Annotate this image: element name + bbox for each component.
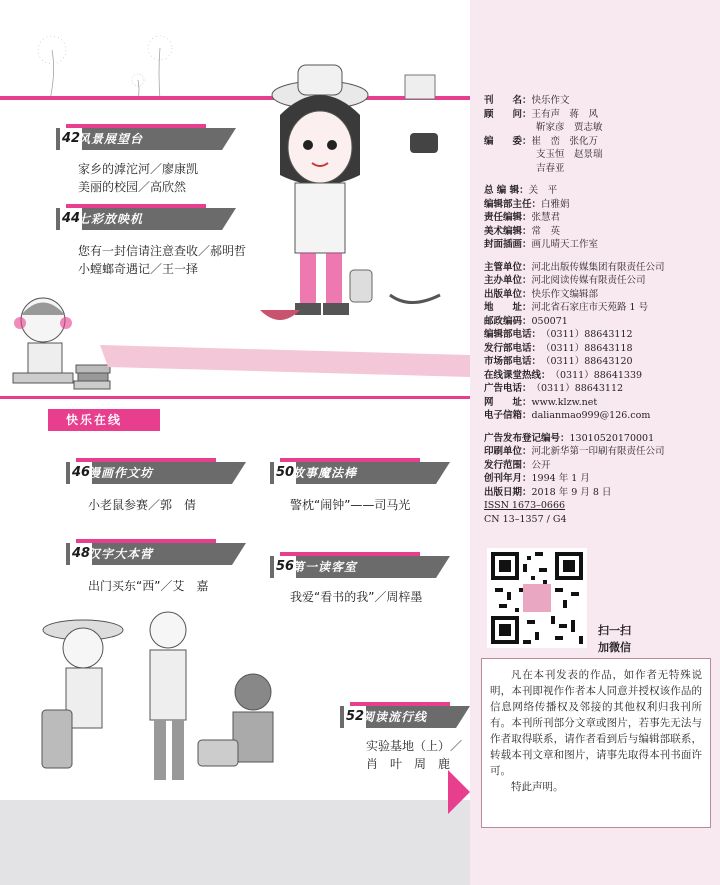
- masthead-row: [484, 121, 714, 135]
- email-link[interactable]: dalianmao999@126.com: [531, 410, 651, 421]
- section-header-48[interactable]: [66, 543, 246, 565]
- masthead-value: 张慧君: [531, 212, 561, 223]
- section-number: 42: [60, 128, 82, 150]
- wechat-qr-code[interactable]: [487, 548, 587, 648]
- masthead-row: [484, 382, 714, 396]
- masthead-row: [484, 445, 714, 459]
- masthead-label: 发行范围：: [484, 459, 532, 471]
- website-link[interactable]: www.klzw.net: [531, 396, 598, 408]
- masthead-label: 主办单位：: [484, 275, 532, 286]
- masthead-value: （0311）88643112: [531, 383, 624, 394]
- toc-entry[interactable]: 小螳螂奇遇记／王一择: [78, 262, 199, 276]
- section-title: 第一读客室: [292, 560, 358, 574]
- masthead-row: [484, 472, 714, 486]
- masthead-row: [484, 274, 714, 288]
- happy-online-rule: [0, 396, 470, 399]
- masthead-value: 快乐作文: [531, 95, 570, 106]
- pink-divider-band: [100, 345, 470, 377]
- section-number: 56: [274, 556, 296, 578]
- masthead-label: 责任编辑：: [484, 212, 532, 223]
- masthead-value: 快乐作文编辑部: [531, 288, 599, 300]
- masthead-row: [484, 342, 714, 356]
- masthead-value: 河北出版传媒集团有限责任公司: [531, 261, 665, 273]
- masthead-value: （0311）88643118: [541, 342, 633, 354]
- section-title: 七彩放映机: [78, 212, 144, 226]
- section-title: 汉字大本营: [88, 547, 154, 561]
- masthead-row: [484, 225, 714, 239]
- masthead-label: 总 编 辑：: [484, 185, 529, 196]
- masthead-value: 050071: [531, 315, 568, 327]
- masthead-row: [484, 135, 714, 149]
- section-header-44[interactable]: [56, 208, 236, 230]
- section-header-42[interactable]: [56, 128, 236, 150]
- masthead-value: 公开: [531, 459, 551, 471]
- masthead-label: 刊 名：: [484, 95, 532, 106]
- masthead-label: 地 址：: [484, 302, 532, 313]
- masthead-label: 市场部电话：: [484, 356, 542, 367]
- section-title: 故事魔法棒: [292, 466, 358, 480]
- masthead-row: [484, 162, 714, 176]
- masthead-label: 发行部电话：: [484, 342, 542, 354]
- section-header-50[interactable]: [270, 462, 450, 484]
- masthead-row: [484, 198, 714, 212]
- masthead-row: [484, 459, 714, 473]
- section-header-56[interactable]: [270, 556, 450, 578]
- masthead-value: 河北新华第一印刷有限责任公司: [531, 446, 665, 457]
- notice-closing: 特此声明。: [511, 781, 564, 793]
- masthead-row: [484, 396, 714, 410]
- qr-caption-line: 加微信: [598, 641, 631, 654]
- masthead-row: [484, 211, 714, 225]
- masthead-value: （0311）88641339: [550, 369, 643, 381]
- toc-entry[interactable]: 美丽的校园／高欣然: [78, 180, 187, 194]
- masthead-value: 1994 年 1 月: [531, 473, 590, 484]
- section-number: 44: [60, 208, 82, 230]
- masthead-row: [484, 108, 714, 122]
- masthead-value: 2018 年 9 月 8 日: [531, 486, 612, 498]
- cn-number: CN 13–1357 / G4: [484, 513, 567, 525]
- masthead-value: （0311）88643112: [541, 329, 633, 340]
- masthead-row: [484, 148, 714, 162]
- masthead-row: [484, 328, 714, 342]
- section-number: 48: [70, 543, 92, 565]
- masthead-row: [484, 94, 714, 108]
- masthead-label: 编 委：: [484, 135, 532, 147]
- masthead-value: 吉春亚: [536, 162, 565, 174]
- masthead-label: 网 址：: [484, 396, 532, 408]
- masthead-value: 支玉恒 赵景瑞: [536, 149, 603, 160]
- kids-travel-illustration: [28, 600, 298, 805]
- masthead-value: 画儿晴天工作室: [531, 239, 599, 250]
- masthead-row: [484, 301, 714, 315]
- section-title: 漫画作文坊: [88, 466, 154, 480]
- section-number: 50: [274, 462, 296, 484]
- masthead-row: [484, 432, 714, 446]
- section-number: 46: [70, 462, 92, 484]
- masthead-row: [484, 288, 714, 302]
- masthead-value: 河北省石家庄市天苑路 1 号: [531, 302, 649, 313]
- masthead-label: 电子信箱：: [484, 410, 532, 421]
- toc-entry[interactable]: 您有一封信请注意查收／郝明哲: [78, 244, 247, 258]
- section-header-46[interactable]: [66, 462, 246, 484]
- masthead-value: 崔 峦 张化万: [531, 135, 599, 147]
- masthead-label: 创刊年月：: [484, 473, 532, 484]
- masthead-value: 王有声 蒋 风: [531, 108, 599, 120]
- masthead-value: （0311）88643120: [541, 356, 633, 367]
- pink-arrow-decoration: [448, 770, 470, 820]
- toc-entry[interactable]: 警枕“闹钟”——司马光: [290, 498, 411, 512]
- masthead-value: 关 平: [528, 185, 558, 196]
- masthead-value: 常 英: [531, 225, 561, 237]
- masthead-label: 印刷单位：: [484, 446, 532, 457]
- dandelion-illustration: [10, 10, 200, 100]
- toc-entry[interactable]: 出门买东“西”／艾 嘉: [88, 579, 209, 593]
- masthead-label: 广告发布登记编号：: [484, 432, 570, 444]
- qr-caption-line: 扫一扫: [598, 624, 631, 637]
- section-title: 风景展望台: [78, 132, 144, 146]
- bottom-gray-band: [0, 800, 470, 885]
- masthead-row: [484, 486, 714, 500]
- toc-entry[interactable]: 我爱“看书的我”／周梓墨: [290, 590, 423, 604]
- masthead-value: 靳家彦 贾志敏: [536, 122, 603, 133]
- notice-text: 凡在本刊发表的作品，如作者无特殊说明，本刊即视作作者本人同意并授权该作品的信息网络传播权及邻接的其他权利归我刊所有。本刊所刊部分文章或图片，若事先无法与作者取得联系，请作者看到后与编辑部联系，转载本刊文章和图片，请事先取得本刊书面许可。: [490, 669, 702, 777]
- masthead-label: 主管单位：: [484, 261, 532, 273]
- masthead-row: [484, 369, 714, 383]
- masthead-label: 广告电话：: [484, 383, 532, 394]
- masthead-row: [484, 355, 714, 369]
- girl-explorer-illustration: [240, 55, 470, 345]
- masthead-label: 封面插画：: [484, 239, 532, 250]
- toc-entry[interactable]: 肖 叶 周 鹿: [366, 757, 451, 771]
- toc-entry[interactable]: 小老鼠参赛／郭 倩: [88, 498, 197, 512]
- section-title: 阅读流行线: [362, 710, 428, 724]
- masthead-row: [484, 238, 714, 252]
- masthead-value: 13010520170001: [569, 432, 655, 444]
- reading-girl-illustration: [8, 285, 118, 400]
- masthead-row: [484, 513, 714, 527]
- masthead-label: 美术编辑：: [484, 225, 532, 237]
- masthead-value: 白雅娟: [541, 198, 570, 210]
- toc-entry[interactable]: 家乡的滹沱河／廖康凯: [78, 162, 199, 176]
- masthead-label: 出版日期：: [484, 486, 532, 498]
- masthead-row: [484, 409, 714, 423]
- masthead-label: 编辑部主任：: [484, 198, 542, 210]
- masthead-row: [484, 261, 714, 275]
- masthead-label: 出版单位：: [484, 288, 532, 300]
- issn: ISSN 1673–0666: [484, 500, 566, 511]
- masthead-label: 在线课堂热线：: [484, 369, 551, 381]
- masthead-info: [484, 94, 714, 526]
- masthead-label: 邮政编码：: [484, 315, 532, 327]
- copyright-notice: [481, 658, 711, 828]
- masthead-label: 编辑部电话：: [484, 329, 542, 340]
- toc-entry[interactable]: 实验基地（上）／: [366, 739, 463, 753]
- masthead-row: [484, 315, 714, 329]
- section-number: 52: [344, 706, 366, 728]
- section-header-52[interactable]: [340, 706, 470, 728]
- masthead-row: [484, 184, 714, 198]
- qr-caption: [598, 622, 631, 656]
- masthead-label: 顾 问：: [484, 108, 532, 120]
- masthead-row: [484, 499, 714, 513]
- section-tag-happy-online[interactable]: 快乐在线: [48, 409, 160, 431]
- masthead-value: 河北阅读传媒有限责任公司: [531, 275, 646, 286]
